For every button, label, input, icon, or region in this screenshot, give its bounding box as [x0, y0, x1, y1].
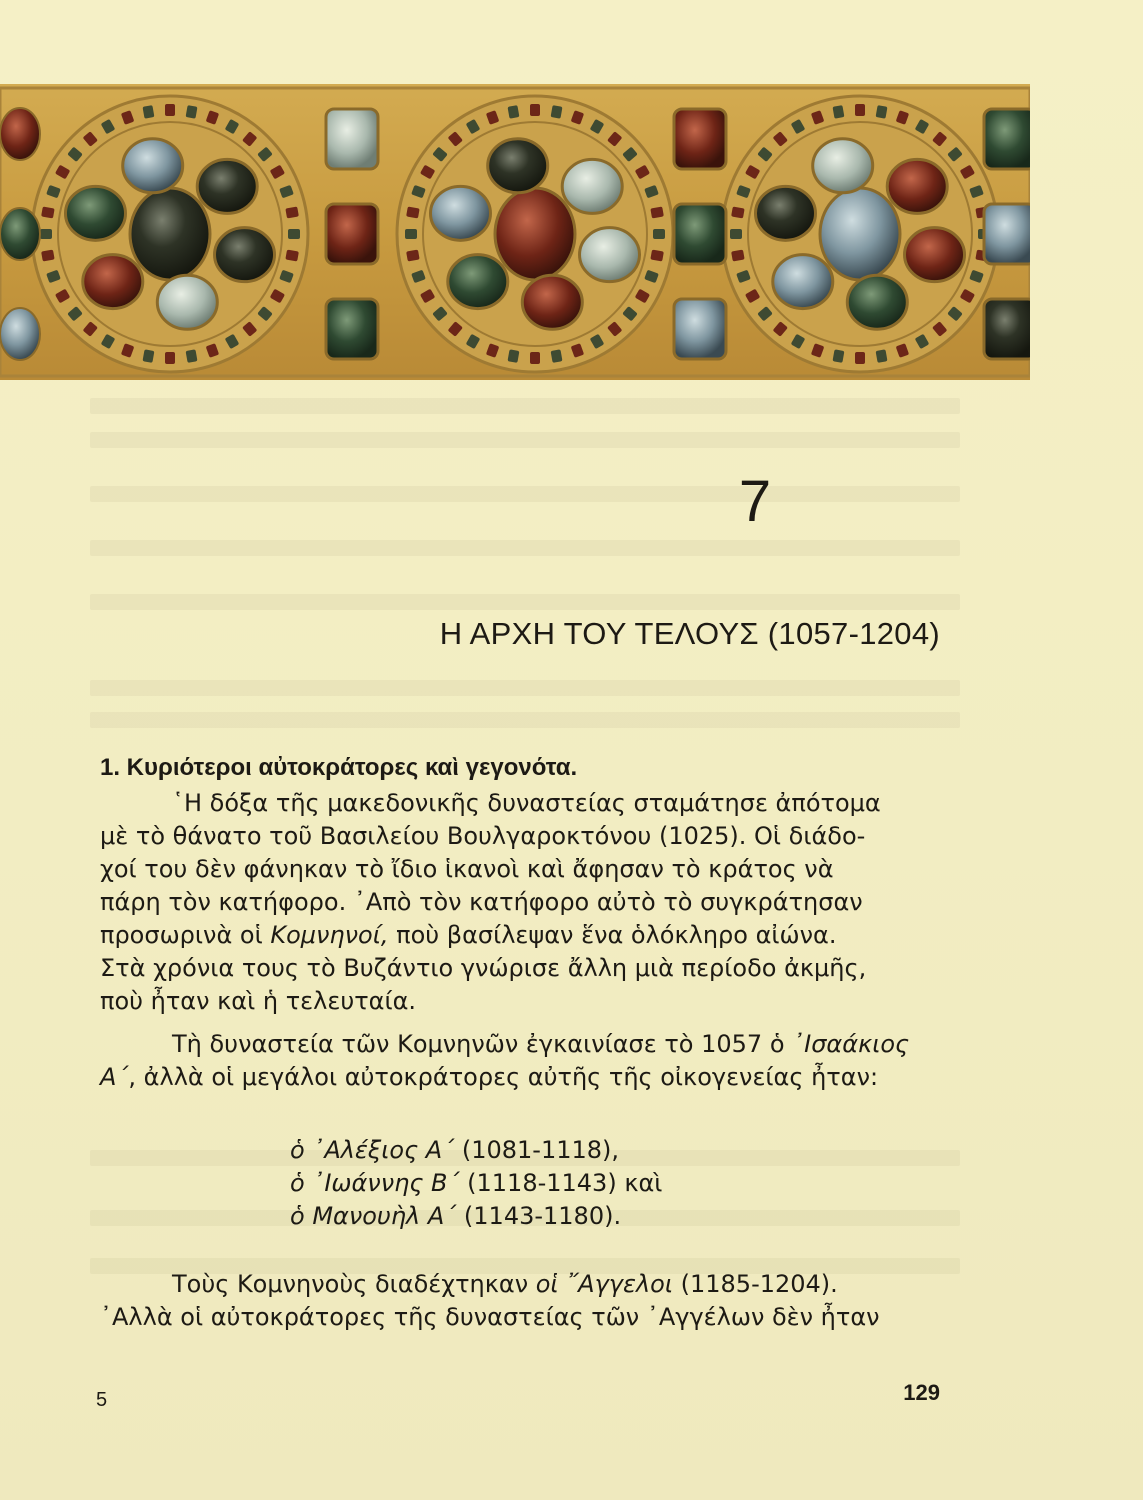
garnet-cell: [285, 207, 299, 219]
cabochon: [755, 186, 815, 240]
bleed-through-line: [90, 398, 960, 414]
text-run: Τοὺς Κομνηνοὺς διαδέχτηκαν: [172, 1270, 536, 1298]
square-stone: [326, 299, 378, 359]
cabochon: [580, 228, 640, 282]
garnet-cell: [833, 349, 845, 363]
ruler-name: ὁ ᾿Αλέξιος Α΄: [290, 1136, 455, 1164]
paragraph-line: χοί του δὲν φάνηκαν τὸ ἴδιο ἱκανοὶ καὶ ἄφησαν τὸ κράτος νὰ: [100, 855, 834, 883]
garnet-cell: [530, 352, 540, 364]
paragraph-line: [100, 919, 945, 952]
cabochon: [430, 186, 490, 240]
square-stone: [674, 299, 726, 359]
cabochon: [448, 255, 508, 309]
garnet-cell: [730, 229, 742, 239]
garnet-cell: [186, 349, 198, 363]
jeweled-ornament-image: [0, 84, 1030, 380]
cabochon: [215, 228, 275, 282]
garnet-cell: [143, 349, 155, 363]
bleed-through-line: [90, 540, 960, 556]
cabochon: [0, 108, 40, 160]
cabochon: [157, 275, 217, 329]
garnet-cell: [650, 207, 664, 219]
garnet-cell: [855, 352, 865, 364]
square-stone: [674, 109, 726, 169]
rulers-list: [290, 1134, 790, 1233]
paragraph-1: [100, 787, 945, 1018]
text-run: Τὴ δυναστεία τῶν Κομνηνῶν ἐγκαινίασε τὸ 1057 ὁ: [172, 1030, 793, 1058]
cabochon: [820, 188, 900, 280]
garnet-cell: [833, 105, 845, 119]
garnet-cell: [41, 250, 55, 262]
ruler-item: [290, 1134, 790, 1167]
square-stone: [984, 204, 1030, 264]
garnet-cell: [405, 229, 417, 239]
cabochon: [0, 208, 40, 260]
page-number: 129: [903, 1380, 940, 1405]
italic-term: Α΄: [100, 1063, 129, 1091]
text-run: προσωρινὰ οἱ: [100, 921, 271, 949]
garnet-cell: [508, 105, 520, 119]
italic-term: Κομνηνοί,: [270, 921, 389, 949]
section-heading: 1. Κυριότεροι αὐτοκράτορες καὶ γεγονότα.: [100, 754, 578, 781]
square-stone: [984, 109, 1030, 169]
square-stone: [326, 109, 378, 169]
signature-mark: 5: [96, 1389, 108, 1411]
garnet-cell: [288, 229, 300, 239]
text-run: (1185-1204).: [673, 1270, 838, 1298]
garnet-cell: [508, 349, 520, 363]
bleed-through-line: [90, 486, 960, 502]
text-run: ποὺ βασίλεψαν ἕνα ὁλόκληρο αἰώνα.: [388, 921, 837, 949]
paragraph-2: [100, 1028, 945, 1094]
cabochon: [65, 186, 125, 240]
paragraph-line: [100, 1061, 945, 1094]
bleed-through-line: [90, 680, 960, 696]
ruler-years: (1081-1118),: [454, 1136, 620, 1164]
garnet-cell: [551, 349, 563, 363]
paragraph-3: [100, 1268, 945, 1334]
cabochon: [197, 159, 257, 213]
paragraph-line: πάρη τὸν κατήφορο. ᾿Απὸ τὸν κατήφορο αὐτὸ τὸ συγκράτησαν: [100, 888, 863, 916]
paragraph-line: ῾Η δόξα τῆς μακεδονικῆς δυναστείας σταμάτησε ἀπότομα: [172, 789, 881, 817]
cabochon: [83, 255, 143, 309]
text-run: , ἀλλὰ οἱ μεγάλοι αὐτοκράτορες αὐτῆς τῆς οἰκογενείας ἦταν:: [128, 1063, 879, 1091]
garnet-cell: [406, 207, 420, 219]
paragraph-line: Στὰ χρόνια τους τὸ Βυζάντιο γνώρισε ἄλλη μιὰ περίοδο ἀκμῆς,: [100, 954, 867, 982]
ruler-item: [290, 1167, 790, 1200]
jeweled-ornament-banner: [0, 84, 1030, 380]
cabochon: [522, 275, 582, 329]
ruler-name: ὁ ᾿Ιωάννης Β΄: [290, 1169, 460, 1197]
cabochon: [123, 139, 183, 193]
cabochon: [562, 159, 622, 213]
cabochon: [905, 228, 965, 282]
garnet-cell: [165, 104, 175, 116]
bleed-through-line: [90, 432, 960, 448]
cabochon: [813, 139, 873, 193]
square-stone: [674, 204, 726, 264]
garnet-cell: [650, 250, 664, 262]
ruler-name: ὁ Μανουὴλ Α΄: [290, 1202, 457, 1230]
garnet-cell: [165, 352, 175, 364]
garnet-cell: [40, 229, 52, 239]
square-stone: [326, 204, 378, 264]
cabochon: [773, 255, 833, 309]
chapter-number: 7: [738, 469, 772, 534]
garnet-cell: [731, 250, 745, 262]
paragraph-line: [100, 1268, 945, 1301]
garnet-cell: [855, 104, 865, 116]
square-stone: [984, 299, 1030, 359]
garnet-cell: [41, 207, 55, 219]
cabochon: [488, 139, 548, 193]
paragraph-line: ᾿Αλλὰ οἱ αὐτοκράτορες τῆς δυναστείας τῶν ᾿Αγγέλων δὲν ἦταν: [100, 1303, 880, 1331]
garnet-cell: [285, 250, 299, 262]
bleed-through-line: [90, 712, 960, 728]
ruler-years: (1118-1143) καὶ: [459, 1169, 663, 1197]
garnet-cell: [530, 104, 540, 116]
italic-term: οἱ ῎Αγγελοι: [535, 1270, 673, 1298]
cabochon: [130, 188, 210, 280]
garnet-cell: [876, 105, 888, 119]
ruler-item: [290, 1200, 790, 1233]
cabochon: [847, 275, 907, 329]
garnet-cell: [653, 229, 665, 239]
italic-term: ᾿Ισαάκιος: [792, 1030, 910, 1058]
bleed-through-line: [90, 594, 960, 610]
paragraph-line: ποὺ ἦταν καὶ ἡ τελευταία.: [100, 987, 417, 1015]
paragraph-line: μὲ τὸ θάνατο τοῦ Βασιλείου Βουλγαροκτόνου (1025). Οἱ διάδο-: [100, 822, 866, 850]
cabochon: [495, 188, 575, 280]
ruler-years: (1143-1180).: [456, 1202, 622, 1230]
cabochon: [0, 308, 40, 360]
garnet-cell: [551, 105, 563, 119]
chapter-title: Η ΑΡΧΗ ΤΟΥ ΤΕΛΟΥΣ (1057-1204): [439, 616, 940, 651]
garnet-cell: [143, 105, 155, 119]
garnet-cell: [406, 250, 420, 262]
garnet-cell: [876, 349, 888, 363]
cabochon: [887, 159, 947, 213]
garnet-cell: [186, 105, 198, 119]
paragraph-line: [100, 1028, 945, 1061]
garnet-cell: [731, 207, 745, 219]
